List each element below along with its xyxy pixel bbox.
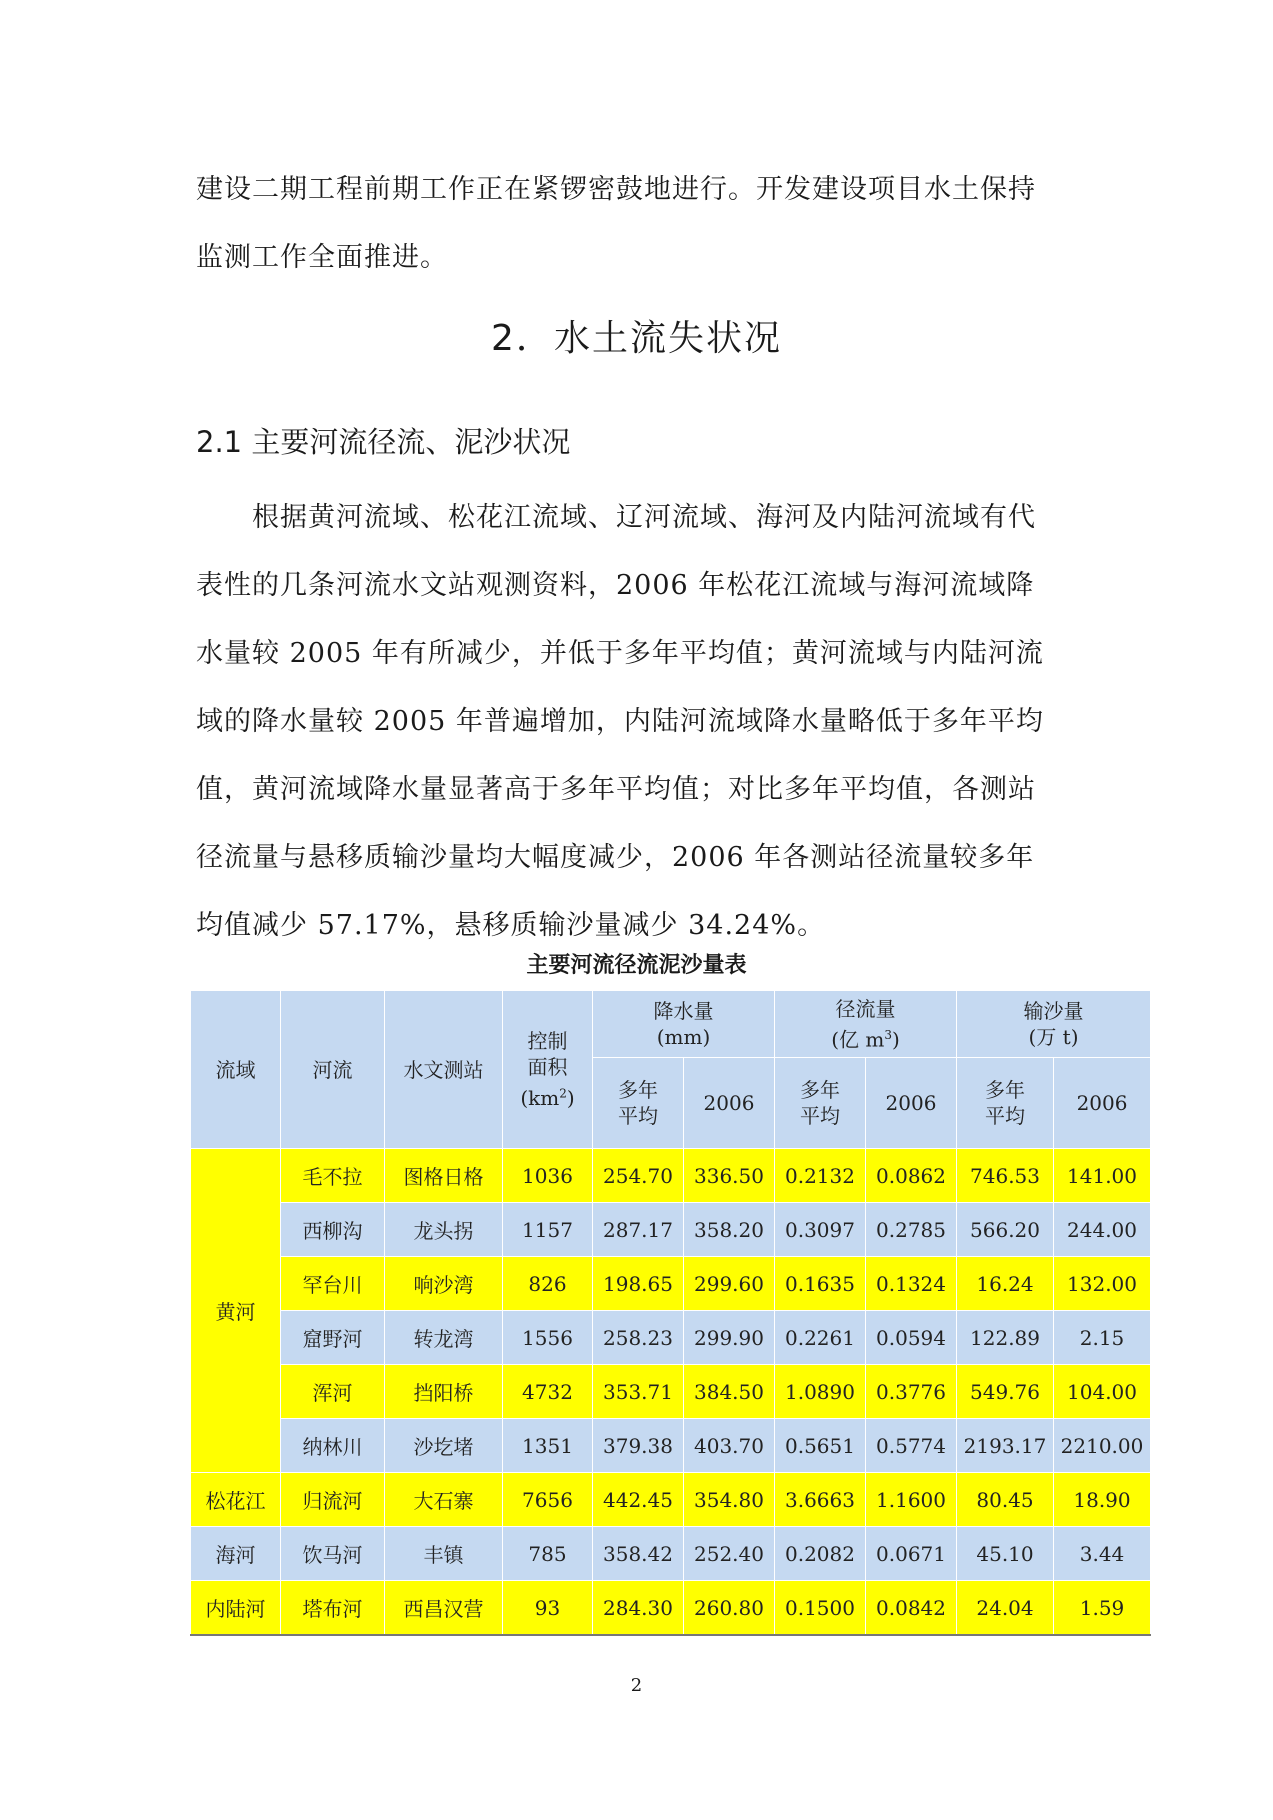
table-cell: 0.1635 (775, 1257, 866, 1311)
table-cell: 1157 (503, 1203, 593, 1257)
basin-cell: 松花江 (191, 1473, 281, 1527)
header-precip: 降水量 (mm) (593, 991, 775, 1058)
table-cell: 3.6663 (775, 1473, 866, 1527)
header-station: 水文测站 (385, 991, 503, 1149)
table-row (191, 1365, 1151, 1419)
table-cell: 1036 (503, 1149, 593, 1203)
table-cell: 龙头拐 (385, 1203, 503, 1257)
header-runoff-2006: 2006 (866, 1058, 957, 1149)
text-line: 水量较 2005 年有所减少，并低于多年平均值；黄河流域与内陆河流 (196, 638, 1044, 669)
text-line: 表性的几条河流水文站观测资料，2006 年松花江流域与海河流域降 (196, 570, 1035, 601)
table-cell: 0.3776 (866, 1365, 957, 1419)
table-cell: 0.2261 (775, 1311, 866, 1365)
header-area-line1: 控制 (527, 1029, 568, 1054)
table-cell: 0.1324 (866, 1257, 957, 1311)
table-cell: 饮马河 (281, 1527, 385, 1581)
table-row (191, 1257, 1151, 1311)
subsection-title: 2.1 主要河流径流、泥沙状况 (196, 425, 571, 459)
table-cell: 毛不拉 (281, 1149, 385, 1203)
table-cell: 80.45 (957, 1473, 1054, 1527)
table-cell: 4732 (503, 1365, 593, 1419)
basin-cell: 黄河 (191, 1149, 281, 1473)
table-cell: 1.0890 (775, 1365, 866, 1419)
table-cell: 0.2132 (775, 1149, 866, 1203)
table-cell: 258.23 (593, 1311, 684, 1365)
table-cell: 24.04 (957, 1581, 1054, 1636)
table-cell: 浑河 (281, 1365, 385, 1419)
table-cell: 1351 (503, 1419, 593, 1473)
table-cell: 93 (503, 1581, 593, 1636)
table-cell: 785 (503, 1527, 593, 1581)
table-cell: 252.40 (684, 1527, 775, 1581)
table-cell: 260.80 (684, 1581, 775, 1636)
page-number: 2 (630, 1675, 643, 1696)
table-cell: 纳林川 (281, 1419, 385, 1473)
table-cell: 2.15 (1054, 1311, 1151, 1365)
table-row (191, 1419, 1151, 1473)
table-cell: 挡阳桥 (385, 1365, 503, 1419)
header-area-line2: 面积 (527, 1055, 568, 1080)
table-cell: 284.30 (593, 1581, 684, 1636)
table-cell: 141.00 (1054, 1149, 1151, 1203)
table-cell: 塔布河 (281, 1581, 385, 1636)
table-row (191, 1581, 1151, 1636)
table-cell: 0.2785 (866, 1203, 957, 1257)
table-cell: 沙圪堵 (385, 1419, 503, 1473)
table-row (191, 1149, 1151, 1203)
table-cell: 0.0594 (866, 1311, 957, 1365)
runoff-sediment-table (190, 990, 1151, 1636)
table-cell: 353.71 (593, 1365, 684, 1419)
table-cell: 2193.17 (957, 1419, 1054, 1473)
intro-paragraph (196, 156, 1086, 292)
table-cell: 0.2082 (775, 1527, 866, 1581)
table-cell: 0.3097 (775, 1203, 866, 1257)
text-line: 值，黄河流域降水量显著高于多年平均值；对比多年平均值，各测站 (196, 774, 1036, 805)
table-cell: 442.45 (593, 1473, 684, 1527)
table-cell: 3.44 (1054, 1527, 1151, 1581)
table-cell: 1.1600 (866, 1473, 957, 1527)
header-area-unit: $(km^2)$ (520, 1085, 575, 1110)
header-sediment-avg: 多年 平均 (957, 1058, 1054, 1149)
table-cell: 图格日格 (385, 1149, 503, 1203)
text-line: 根据黄河流域、松花江流域、辽河流域、海河及内陆河流域有代 (252, 502, 1036, 533)
table-row (191, 1473, 1151, 1527)
table-cell: 大石寨 (385, 1473, 503, 1527)
table-cell: 0.0842 (866, 1581, 957, 1636)
basin-cell: 内陆河 (191, 1581, 281, 1636)
text-line: 建设二期工程前期工作正在紧锣密鼓地进行。开发建设项目水土保持 (196, 174, 1036, 205)
table-cell: 403.70 (684, 1419, 775, 1473)
table-cell: 299.90 (684, 1311, 775, 1365)
table-cell: 1556 (503, 1311, 593, 1365)
text-line: 监测工作全面推进。 (196, 242, 448, 273)
table-cell: 16.24 (957, 1257, 1054, 1311)
text-line: 域的降水量较 2005 年普遍增加，内陆河流域降水量略低于多年平均 (196, 706, 1044, 737)
table-cell: 0.1500 (775, 1581, 866, 1636)
table-cell: 1.59 (1054, 1581, 1151, 1636)
table-cell: 132.00 (1054, 1257, 1151, 1311)
header-precip-avg: 多年 平均 (593, 1058, 684, 1149)
table-cell: 287.17 (593, 1203, 684, 1257)
table-cell: 198.65 (593, 1257, 684, 1311)
table-cell: 566.20 (957, 1203, 1054, 1257)
text-line: 均值减少 57.17%，悬移质输沙量减少 34.24%。 (196, 910, 826, 941)
table-cell: 826 (503, 1257, 593, 1311)
table-cell: 746.53 (957, 1149, 1054, 1203)
table-cell: 西柳沟 (281, 1203, 385, 1257)
table-cell: 384.50 (684, 1365, 775, 1419)
table-cell: 122.89 (957, 1311, 1054, 1365)
header-area (503, 991, 593, 1149)
table-cell: 丰镇 (385, 1527, 503, 1581)
table-cell: 0.5774 (866, 1419, 957, 1473)
table-cell: 18.90 (1054, 1473, 1151, 1527)
table-cell: 窟野河 (281, 1311, 385, 1365)
header-runoff-avg: 多年 平均 (775, 1058, 866, 1149)
header-sediment-2006: 2006 (1054, 1058, 1151, 1149)
table-cell: 西昌汉营 (385, 1581, 503, 1636)
table-cell: 336.50 (684, 1149, 775, 1203)
table-body (191, 1149, 1151, 1636)
table-cell: 299.60 (684, 1257, 775, 1311)
table-row (191, 1527, 1151, 1581)
header-runoff: 径流量 (亿 $m^3$) (775, 991, 957, 1058)
table-cell: 549.76 (957, 1365, 1054, 1419)
basin-cell: 海河 (191, 1527, 281, 1581)
text-line: 径流量与悬移质输沙量均大幅度减少，2006 年各测站径流量较多年 (196, 842, 1035, 873)
table-cell: 0.5651 (775, 1419, 866, 1473)
table-cell: 379.38 (593, 1419, 684, 1473)
table-header (191, 991, 1151, 1149)
table-cell: 归流河 (281, 1473, 385, 1527)
table-caption: 主要河流径流泥沙量表 (526, 953, 747, 978)
table-cell: 2210.00 (1054, 1419, 1151, 1473)
table-row (191, 1311, 1151, 1365)
section-title: 2．水土流失状况 (491, 318, 782, 359)
table-cell: 7656 (503, 1473, 593, 1527)
table-cell: 响沙湾 (385, 1257, 503, 1311)
table-cell: 254.70 (593, 1149, 684, 1203)
header-basin: 流域 (191, 991, 281, 1149)
table-row (191, 1203, 1151, 1257)
table-cell: 0.0671 (866, 1527, 957, 1581)
header-river: 河流 (281, 991, 385, 1149)
table-cell: 45.10 (957, 1527, 1054, 1581)
table-cell: 354.80 (684, 1473, 775, 1527)
header-precip-2006: 2006 (684, 1058, 775, 1149)
table-cell: 104.00 (1054, 1365, 1151, 1419)
table-cell: 358.42 (593, 1527, 684, 1581)
table-cell: 244.00 (1054, 1203, 1151, 1257)
table-cell: 转龙湾 (385, 1311, 503, 1365)
table-cell: 罕台川 (281, 1257, 385, 1311)
header-sediment: 输沙量 (万 t) (957, 991, 1151, 1058)
table-cell: 358.20 (684, 1203, 775, 1257)
body-paragraph (196, 484, 1086, 960)
table-cell: 0.0862 (866, 1149, 957, 1203)
